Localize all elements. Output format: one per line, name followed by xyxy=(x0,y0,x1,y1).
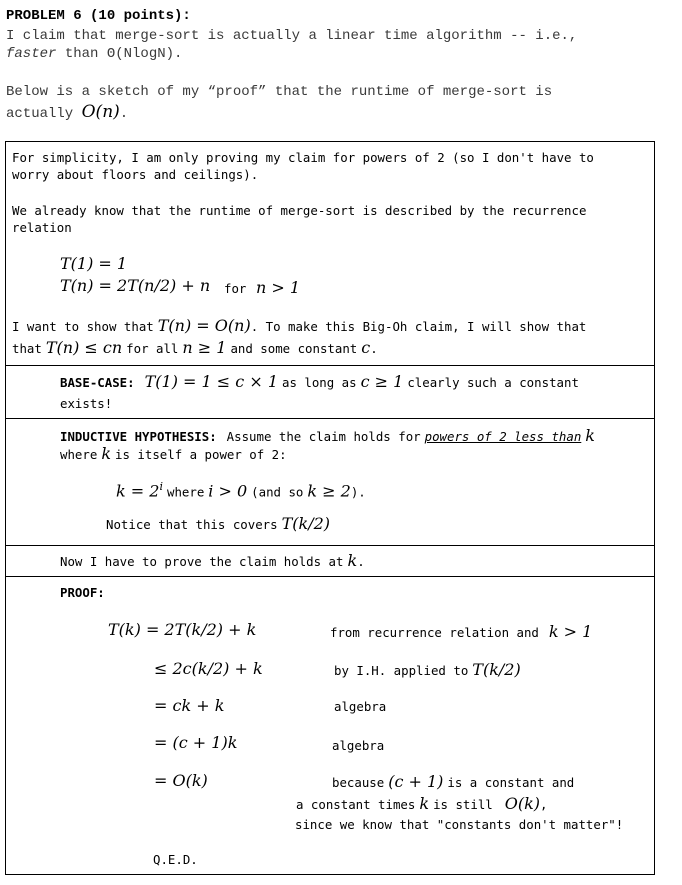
want-text-b: . To make this Big-Oh claim, I will show that xyxy=(250,319,587,334)
hypothesis-underlined: powers of 2 less than xyxy=(424,429,582,444)
want-text-a: I want to show that xyxy=(12,319,154,334)
proof-times-k: k xyxy=(419,794,430,813)
hypothesis-close: ). xyxy=(350,484,366,500)
hypothesis-power: is itself a power of 2: xyxy=(115,447,287,462)
proof-because-rest: is a constant and xyxy=(447,775,575,790)
base-case-as-long-as: as long as xyxy=(282,375,357,390)
want-math-a: T(n) = O(n) xyxy=(157,316,251,335)
proof-because-math: (c + 1) xyxy=(388,772,444,791)
hypothesis-tk2: T(k/2) xyxy=(281,514,330,533)
want-line-1 xyxy=(12,316,586,336)
want-some-constant: and some constant xyxy=(230,341,358,356)
want-math-n: n ≥ 1 xyxy=(182,338,227,357)
claim-rest: than Θ(NlogN). xyxy=(56,46,183,62)
hypothesis-box xyxy=(5,418,655,546)
base-case-label: BASE-CASE: xyxy=(60,375,135,390)
hypothesis-eq-where: where xyxy=(166,484,205,500)
hypothesis-where: where xyxy=(60,447,98,462)
hypothesis-notice-line xyxy=(106,514,330,534)
equation-base: T(1) = 1 xyxy=(60,254,128,273)
proof-step-3-reason: algebra xyxy=(334,699,387,714)
simplicity-line-2: worry about floors and ceilings). xyxy=(12,167,259,182)
proof-step-4-reason: algebra xyxy=(332,738,385,753)
proof-step-1-reason-text: from recurrence relation and xyxy=(330,625,539,640)
proof-times-comma: , xyxy=(540,797,548,812)
proof-because-text: because xyxy=(332,775,385,790)
recurrence-line-2: relation xyxy=(12,220,72,235)
sketch-actually: actually xyxy=(6,106,82,122)
equation-condition: n > 1 xyxy=(256,278,301,297)
equation-for: for xyxy=(224,281,247,296)
hypothesis-and-so: (and so xyxy=(251,484,304,500)
sketch-line-2 xyxy=(6,102,128,122)
proof-because-line xyxy=(332,772,574,792)
simplicity-line-1: For simplicity, I am only proving my claim for powers of 2 (so I don't have to xyxy=(12,150,594,165)
hypothesis-eq-line xyxy=(116,480,366,501)
want-math-bound: T(n) ≤ cn xyxy=(45,338,123,357)
hypothesis-eq-i: i > 0 xyxy=(208,481,248,501)
proof-qed: Q.E.D. xyxy=(153,852,198,867)
proof-step-1-math: T(k) = 2T(k/2) + k xyxy=(108,620,257,639)
claim-line-1: I claim that merge-sort is actually a linear time algorithm -- i.e., xyxy=(6,28,578,44)
proof-step-2-reason-math: T(k/2) xyxy=(472,660,521,679)
proof-times-ok: O(k) xyxy=(504,794,541,813)
base-case-box xyxy=(5,364,655,419)
want-period: . xyxy=(370,341,378,356)
recurrence-line-1: We already know that the runtime of merge-sort is described by the recurrence xyxy=(12,203,587,218)
hypothesis-label: INDUCTIVE HYPOTHESIS: xyxy=(60,429,217,444)
base-case-line-1 xyxy=(60,372,579,392)
prove-period: . xyxy=(357,554,365,569)
proof-step-1-reason-math: k > 1 xyxy=(548,622,593,641)
proof-step-2-math: ≤ 2c(k/2) + k xyxy=(154,659,263,678)
proof-times-still: is still xyxy=(433,797,493,812)
want-line-2 xyxy=(12,338,378,358)
proof-box xyxy=(5,576,655,875)
base-case-clearly: clearly such a constant xyxy=(407,375,579,390)
hypothesis-line-2 xyxy=(60,444,287,464)
prove-text: Now I have to prove the claim holds at xyxy=(60,554,344,569)
proof-since-line: since we know that "constants don't matter"! xyxy=(295,817,624,832)
sketch-period: . xyxy=(119,106,129,122)
base-case-math: T(1) = 1 ≤ c × 1 xyxy=(144,372,278,391)
sketch-line-1: Below is a sketch of my “proof” that the runtime of merge-sort is xyxy=(6,84,553,100)
want-for-all: for all xyxy=(126,341,179,356)
intro-box xyxy=(5,141,655,366)
hypothesis-k2: k ≥ 2 xyxy=(307,481,351,501)
prove-k: k xyxy=(347,551,358,570)
problem-title: PROBLEM 6 (10 points): xyxy=(6,8,191,24)
base-case-c: c ≥ 1 xyxy=(360,372,404,391)
want-that: that xyxy=(12,341,42,356)
prove-box xyxy=(5,545,655,577)
proof-step-3-math: = ck + k xyxy=(154,696,225,715)
proof-step-4-math: = (c + 1)k xyxy=(154,733,238,752)
hypothesis-eq-sup: i xyxy=(159,480,163,493)
hypothesis-notice: Notice that this covers xyxy=(106,517,278,532)
base-case-exists: exists! xyxy=(60,396,113,411)
hypothesis-eq-k: k = 2 xyxy=(116,481,160,501)
proof-step-2-reason-text: by I.H. applied to xyxy=(334,663,469,678)
claim-line-2 xyxy=(6,46,182,62)
hypothesis-line-1 xyxy=(60,426,595,446)
proof-times-text: a constant times xyxy=(296,797,416,812)
hypothesis-assume: Assume the claim holds for xyxy=(226,429,421,444)
hypothesis-k: k xyxy=(585,426,595,445)
proof-step-5-math: = O(k) xyxy=(154,771,208,790)
proof-times-line xyxy=(296,794,548,814)
proof-label: PROOF: xyxy=(60,585,105,600)
claim-faster: faster xyxy=(6,46,57,62)
proof-step-2-reason xyxy=(334,660,521,680)
prove-line xyxy=(60,551,365,571)
hypothesis-k-2: k xyxy=(101,444,112,463)
equation-recurrence: T(n) = 2T(n/2) + n xyxy=(60,276,211,295)
want-math-c: c xyxy=(361,338,371,357)
sketch-math: O(n) xyxy=(81,102,120,122)
proof-step-1-reason xyxy=(330,622,592,642)
